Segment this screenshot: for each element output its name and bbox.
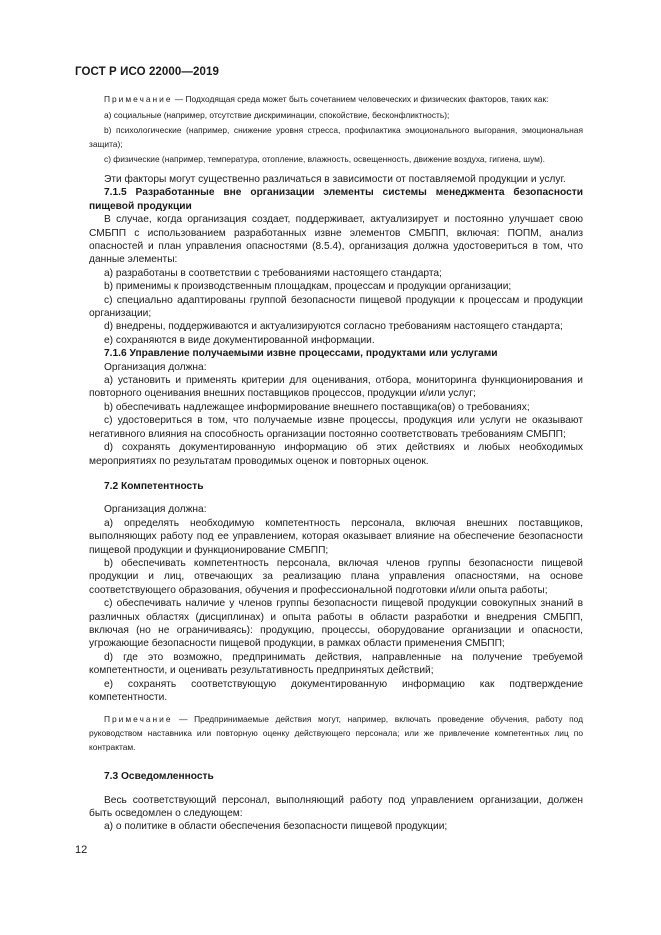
paragraph: В случае, когда организация создает, поддерживает, актуализирует и постоянно улучшает свою СМБПП с использованием разработанных извне элементов СМБПП, включая: ПОПМ, анализ опасностей и план управления опасностями (8.5.4), организация должна удостовериться в том, что данные элементы:: [89, 214, 583, 266]
note-text: — Предпринимаемые действия могут, например, включать проведение обучения, работу под руководством наставника или повторную оценку действующего персонала; или же привлечение компетентных лиц по контрактам.: [89, 714, 583, 752]
section-heading-7-1-6: 7.1.6 Управление получаемыми извне процессами, продуктами или услугами: [104, 348, 498, 360]
note-item: а) социальные (например, отсутствие дискриминации, спокойствие, бесконфликтность);: [104, 109, 450, 120]
paragraph: Организация должна:: [104, 504, 207, 516]
list-item: d) сохранять документированную информацию об этих действиях и любых необходимых мероприятиях по результатам проводимых оценок и повторных оценок.: [89, 442, 583, 467]
note-label: Примечание: [104, 94, 173, 104]
note-paragraph: [89, 713, 583, 754]
paragraph: Организация должна:: [104, 361, 207, 373]
list-item: а) определять необходимую компетентность персонала, включая внешних поставщиков, выполняющих работу под ее управлением, которая оказывает влияние на обеспечение безопасности пищевой продукции и функционирование СМБПП;: [89, 517, 583, 556]
list-item: c) удостовериться в том, что получаемые извне процессы, продукция или услуги не оказывают негативного влияния на способность организации постоянно соответствовать требованиям СМБПП;: [89, 415, 583, 440]
section-heading-7-3: 7.3 Осведомленность: [104, 771, 214, 783]
list-item: а) установить и применять критерии для оценивания, отбора, мониторинга функционирования и повторного оценивания внешних поставщиков процессов, продукции и/или услуг;: [89, 375, 583, 400]
note-paragraph: [89, 93, 583, 107]
page-header-title: ГОСТ Р ИСО 22000—2019: [75, 66, 220, 78]
list-item: а) разработаны в соответствии с требованиями настоящего стандарта;: [104, 267, 442, 279]
list-item: c) специально адаптированы группой безопасности пищевой продукции к процессам и продукции организации;: [89, 294, 583, 320]
list-item: а) о политике в области обеспечения безопасности пищевой продукции;: [104, 821, 448, 833]
note-lead-text: — Подходящая среда может быть сочетанием человеческих и физических факторов, таких как:: [172, 94, 549, 104]
list-item: е) сохраняются в виде документированной информации.: [104, 334, 375, 346]
list-item: d) где это возможно, предпринимать действия, направленные на получение требуемой компетентности, и оценивать результативность предпринятых действий;: [89, 651, 583, 677]
list-item: c) обеспечивать наличие у членов группы безопасности пищевой продукции совокупных знаний в различных областях (дисциплинах) и опыта работы в области разработки и внедрения СМБПП, включая (но не ограничиваясь): продукцию, процессы, оборудование организации и опасности, угрожающие безопасности пищевой продукции, в рамках области применения СМБПП;: [89, 598, 583, 650]
page-content: [89, 93, 583, 834]
note-item: c) физические (например, температура, отопление, влажность, освещенность, движение воздуха, гигиена, шум).: [104, 154, 545, 165]
list-item: d) внедрены, поддерживаются и актуализируются согласно требованиям настоящего стандарта;: [104, 321, 563, 333]
section-heading-7-2: 7.2 Компетентность: [104, 480, 204, 492]
note-item: b) психологические (например, снижение уровня стресса, профилактика эмоционального выгорания, эмоциональная защита);: [89, 125, 583, 149]
note-label: Примечание: [104, 714, 173, 725]
list-item: b) применимы к производственным площадкам, процессам и продукции организации;: [104, 281, 512, 293]
paragraph: Весь соответствующий персонал, выполняющий работу под управлением организации, должен быть осведомлен о следующем:: [89, 794, 583, 819]
page-number: 12: [75, 844, 88, 856]
list-item: b) обеспечивать компетентность персонала, включая членов группы безопасности пищевой продукции и лиц, отвечающих за реализацию плана управления опасностями, на основе соответствующего образования, обучения и профессиональной подготовки и/или опыта работы;: [89, 557, 583, 596]
list-item: е) сохранять соответствующую документированную информацию как подтверждение компетентности.: [89, 678, 583, 703]
section-heading-7-1-5: 7.1.5 Разработанные вне организации элементы системы менеджмента безопасности пищевой продукции: [89, 187, 583, 212]
list-item: b) обеспечивать надлежащее информирование внешнего поставщика(ов) о требованиях;: [104, 401, 530, 413]
paragraph: Эти факторы могут существенно различаться в зависимости от поставляемой продукции и услуг.: [104, 173, 566, 185]
